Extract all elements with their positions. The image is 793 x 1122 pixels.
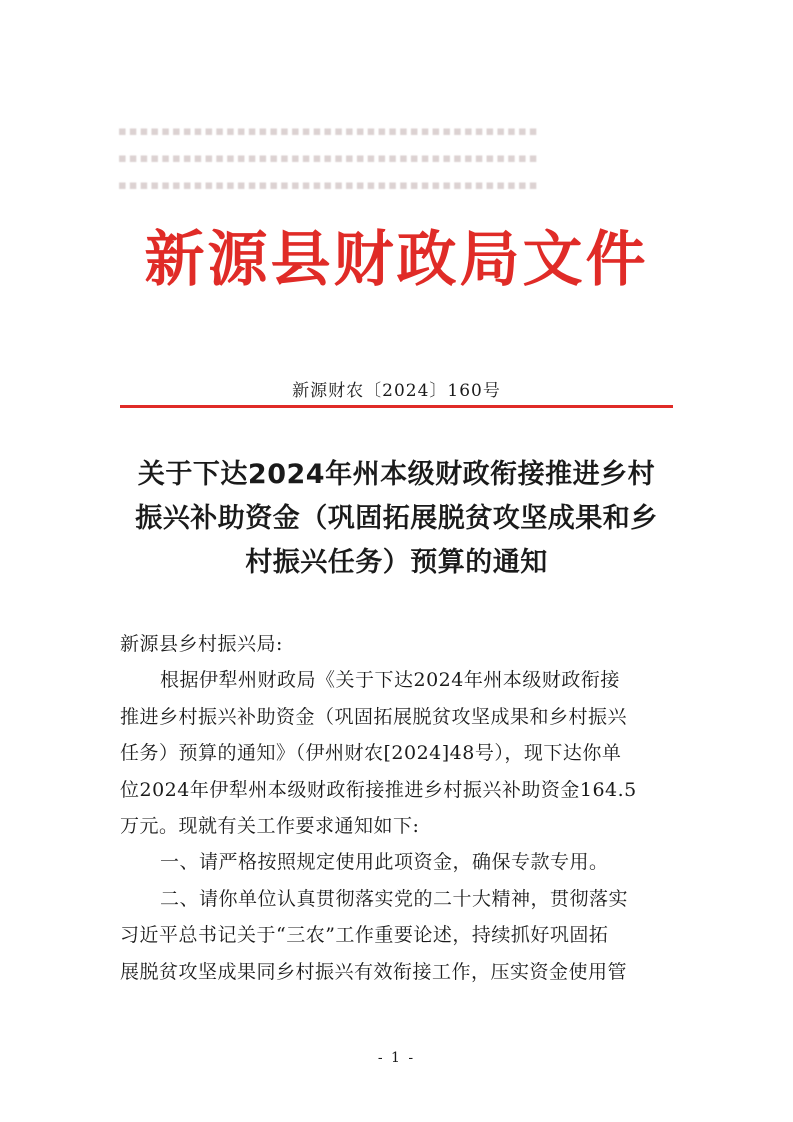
addressee: 新源县乡村振兴局:	[120, 633, 283, 655]
body-line: 一、请严格按照规定使用此项资金，确保专款专用。	[160, 851, 609, 874]
body-line: 展脱贫攻坚成果同乡村振兴有效衔接工作，压实资金使用管	[120, 960, 628, 983]
bleed-through-text: ▪▪▪▪▪▪▪▪▪▪▪▪▪▪▪▪▪▪▪▪▪▪▪▪▪▪▪▪▪▪▪▪▪▪▪▪▪▪▪ ▪▪▪▪▪▪▪▪▪▪▪▪▪▪▪▪▪▪▪▪▪▪▪▪▪▪▪▪▪▪▪▪▪▪▪▪▪▪▪ ▪▪▪▪▪▪▪▪▪▪▪▪▪▪▪▪▪▪▪▪▪▪▪▪▪▪▪▪▪▪▪▪▪▪▪▪▪▪▪	[118, 124, 540, 193]
title-line: 振兴补助资金（巩固拓展脱贫攻坚成果和乡	[135, 503, 658, 534]
document-number: 新源财农〔2024〕160号	[292, 381, 501, 401]
body-line: 位2024年伊犁州本级财政衔接推进乡村振兴补助资金164.5	[120, 778, 637, 801]
red-divider-line	[120, 405, 673, 408]
page-number: - 1 -	[377, 1050, 416, 1066]
title-line: 村振兴任务）预算的通知	[245, 547, 548, 578]
body-line: 万元。现就有关工作要求通知如下:	[120, 815, 420, 838]
body-line: 推进乡村振兴补助资金（巩固拓展脱贫攻坚成果和乡村振兴	[120, 705, 628, 728]
title-line: 关于下达2024年州本级财政衔接推进乡村	[137, 459, 656, 490]
masthead: 新源县财政局文件	[144, 225, 649, 295]
body-line: 二、请你单位认真贯彻落实党的二十大精神，贯彻落实	[160, 887, 629, 910]
body-line: 任务）预算的通知》（伊州财农[2024]48号），现下达你单	[120, 742, 622, 765]
document-title	[110, 453, 683, 585]
document-body	[120, 626, 676, 990]
body-line: 习近平总书记关于“三农”工作重要论述，持续抓好巩固拓	[120, 924, 609, 947]
body-line: 根据伊犁州财政局《关于下达2024年州本级财政衔接	[160, 669, 620, 692]
